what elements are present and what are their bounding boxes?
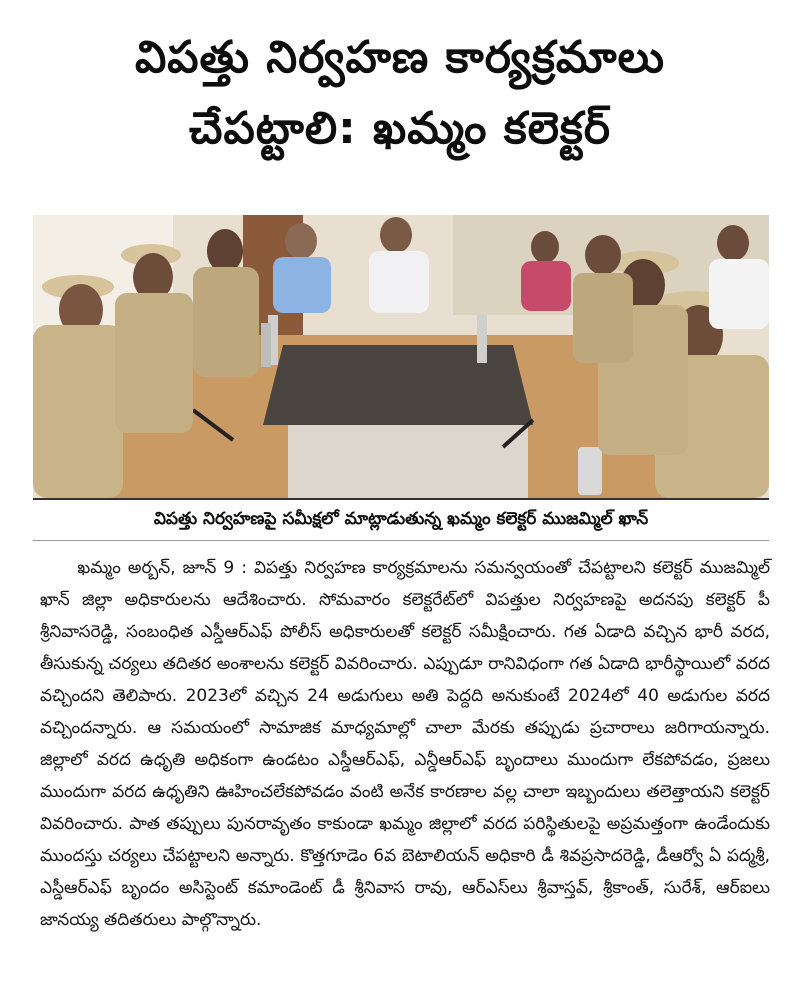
headline (0, 0, 800, 164)
meeting-photo-illustration (33, 215, 769, 498)
meeting-photo (33, 215, 769, 498)
headline-line-1: విపత్తు నిర్వహణ కార్యక్రమాలు (134, 32, 666, 83)
article-body (40, 552, 770, 936)
headline-line-2: చేపట్టాలి: ఖమ్మం కలెక్టర్ (189, 103, 611, 154)
photo-caption: విపత్తు నిర్వహణపై సమీక్షలో మాట్లాడుతున్న ఖమ్మం కలెక్టర్ ముజమ్మిల్ ఖాన్ (153, 509, 649, 529)
article-paragraph: ఖమ్మం అర్బన్, జూన్ 9 : విపత్తు నిర్వహణ కార్యక్రమాలను సమన్వయంతో చేపట్టాలని కలెక్టర్ ముజమ్మిల్ ఖాన్ జిల్లా అధికారులను ఆదేశించారు. సోమవారం కలెక్టరేట్‌లో విపత్తుల నిర్వహణపై అదనపు కలెక్టర్ పీ శ్రీనివాసరెడ్డి, సంబంధిత ఎస్డీఆర్ఎఫ్ పోలీస్ అధికారులతో కలెక్టర్ సమీక్షించారు. గత ఏడాది వచ్చిన భారీ వరద, తీసుకున్న చర్యలు తదితర అంశాలను కలెక్టర్ వివరించారు. ఎప్పుడూ రానివిధంగా గత ఏడాది భారీస్థాయిలో వరద వచ్చిందని తెలిపారు. 2023లో వచ్చిన 24 అడుగులు అతి పెద్దది అనుకుంటే 2024లో 40 అడుగుల వరద వచ్చిందన్నారు. ఆ సమయంలో సామాజిక మాధ్యమాల్లో చాలా మేరకు తప్పుడు ప్రచారాలు జరిగాయన్నారు. జిల్లాలో వరద ఉధృతి అధికంగా ఉండటం ఎస్డీఆర్ఎఫ్, ఎన్డీఆర్ఎఫ్ బృందాలు ముందుగా లేకపోవడం, ప్రజలు ముందుగా వరద ఉధృతిని ఊహించలేకపోవడం వంటి అనేక కారణాల వల్ల చాలా ఇబ్బందులు తలెత్తాయని కలెక్టర్ వివరించారు. పాత తప్పులు పునరావృతం కాకుండా ఖమ్మం జిల్లాలో వరద పరిస్థితులపై అప్రమత్తంగా ఉండేందుకు ముందస్తు చర్యలు చేపట్టాలని అన్నారు. కొత్తగూడెం 6వ బెటాలియన్ అధికారి డీ శివప్రసాదరెడ్డి, డీఆర్వో ఏ పద్మశ్రీ, ఎస్డీఆర్ఎఫ్ బృందం అసిస్టెంట్ కమాండెంట్ డీ శ్రీనివాస రావు, ఆర్ఎస్‌లు శ్రీవాస్తవ్, శ్రీకాంత్, సురేశ్, ఆర్ఐలు జానయ్య తదితరులు పాల్గొన్నారు. (40, 558, 770, 930)
caption-bottom-rule (33, 540, 769, 541)
caption-top-rule (33, 498, 769, 500)
